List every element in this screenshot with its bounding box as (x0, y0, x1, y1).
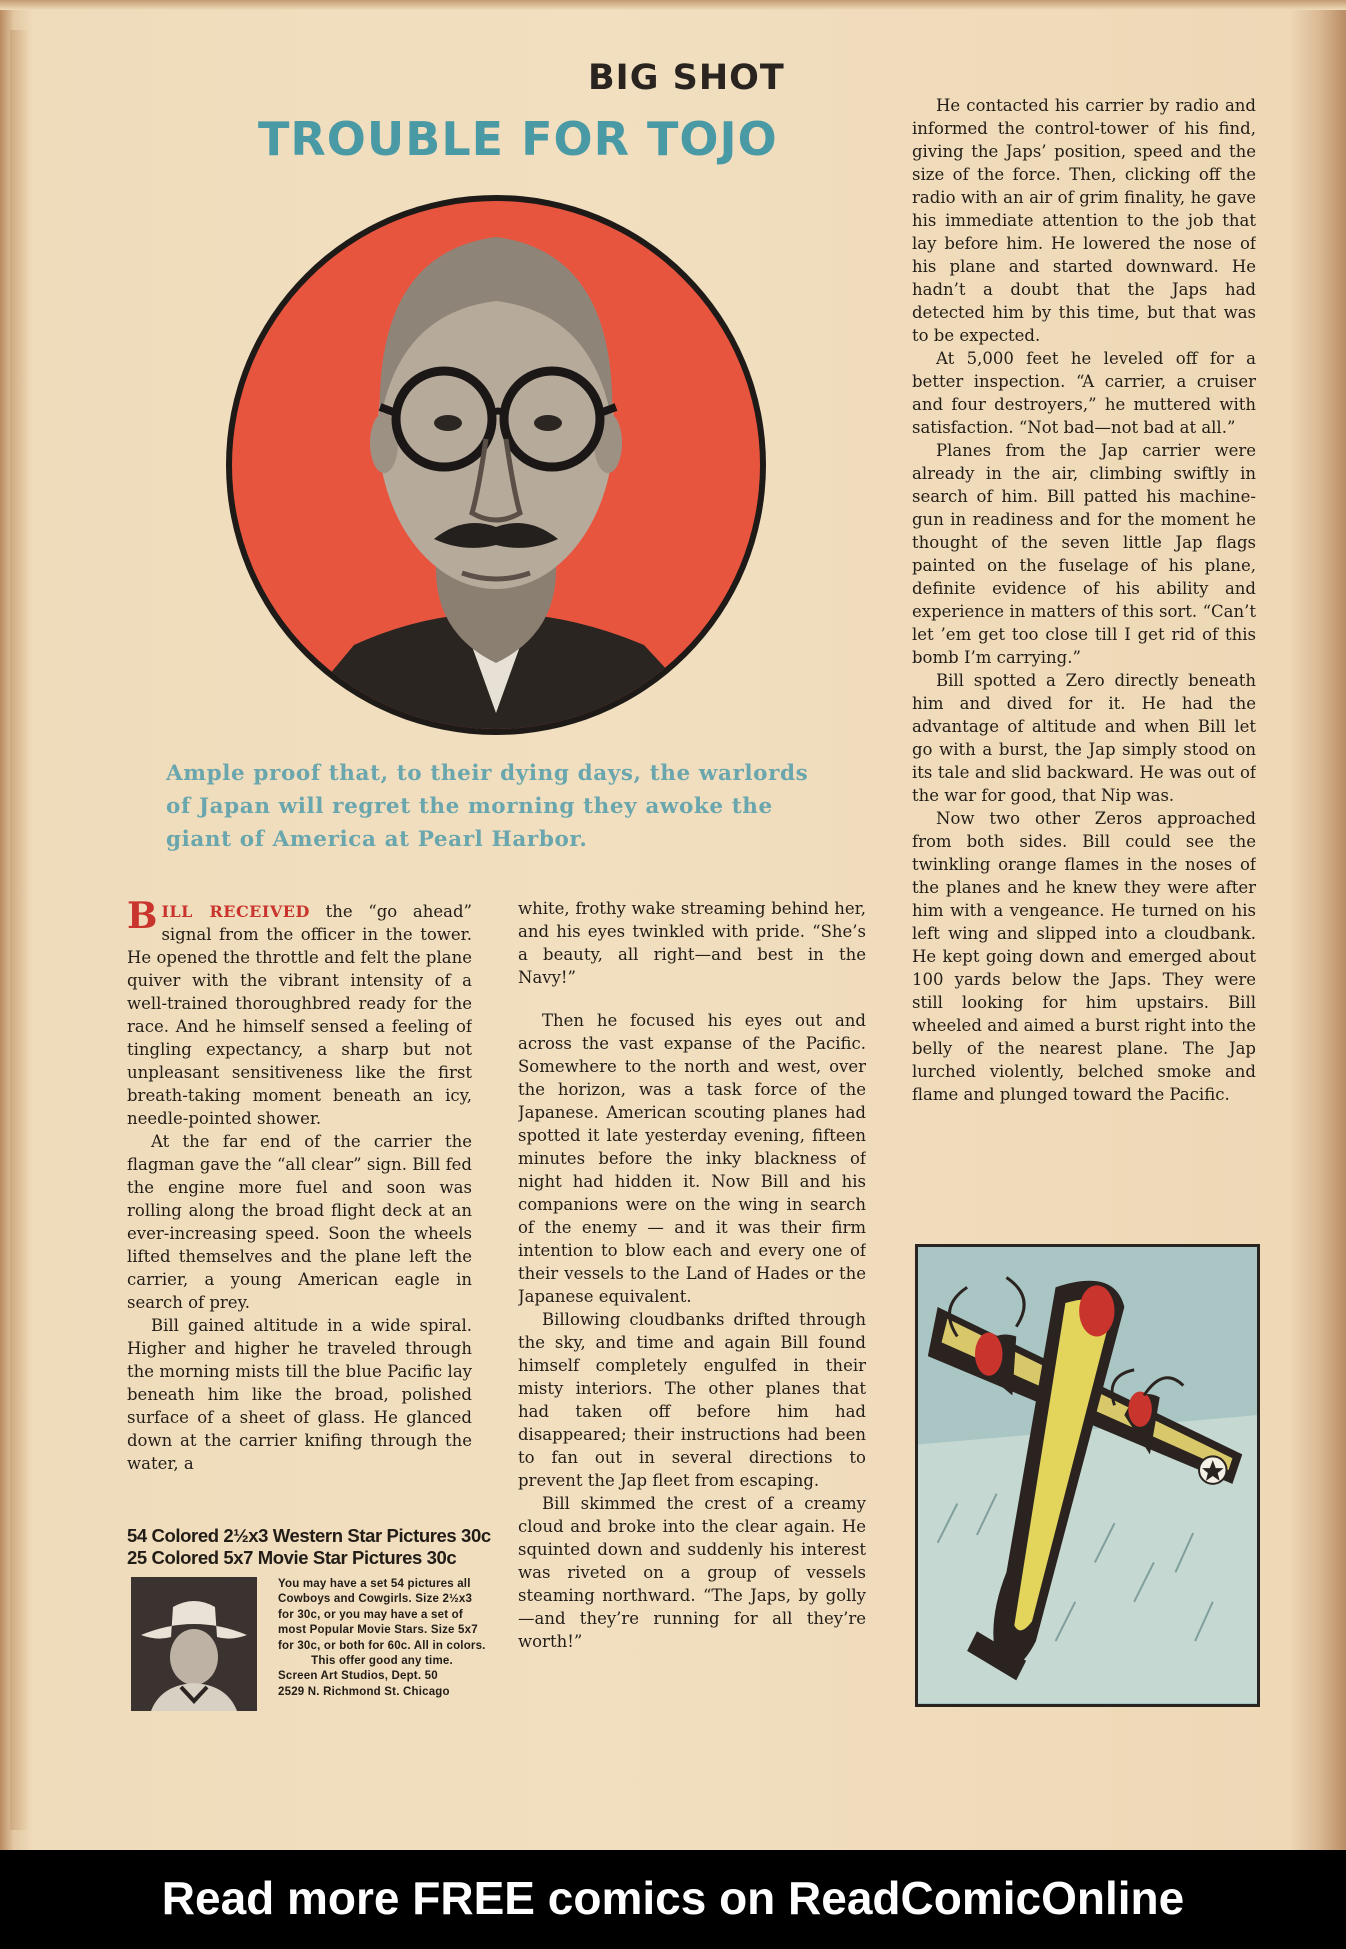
drop-cap: B (127, 900, 158, 937)
story-paragraph (127, 900, 472, 1130)
mail-order-ad (127, 1525, 491, 1715)
ad-offer: This offer good any time. (311, 1655, 453, 1668)
read-more-banner[interactable]: Read more FREE comics on ReadComicOnline (0, 1850, 1346, 1949)
ad-address-line2: 2529 N. Richmond St. Chicago (278, 1685, 450, 1698)
ad-headline-western: 54 Colored 2½x3 Western Star Pictures 30c (127, 1525, 491, 1546)
cowboy-photo (131, 1577, 257, 1711)
story-title: TROUBLE FOR TOJO (258, 112, 778, 166)
story-paragraph: He contacted his carrier by radio and informed the control-tower of his find, giving the Japs’ position, speed and the size of the force. Then, clicking off the radio with an air of grim finality, he gave his immediate attention to the job that lay before him. He lowered the nose of his plane and started downward. He hadn’t a doubt that the Japs had detected him by this time, but that was to be expected. (912, 96, 1256, 345)
story-paragraph: At the far end of the carrier the flagman gave the “all clear” sign. Bill fed the engine more fuel and soon was rolling along the broad flight deck at an ever-increasing speed. Soon the wheels lifted themselves and the plane left the carrier, a young American eagle in search of prey. (127, 1132, 472, 1312)
ad-copy (278, 1577, 486, 1717)
page-edge (0, 0, 1346, 10)
story-paragraph: Bill gained altitude in a wide spiral. Higher and higher he traveled through the morning mists till the blue Pacific lay beneath him like the broad, polished surface of a sheet of glass. He glanced down at the carrier knifing through the water, a (127, 1316, 472, 1473)
ad-headline-movie: 25 Colored 5x7 Movie Star Pictures 30c (127, 1547, 457, 1568)
story-caption: Ample proof that, to their dying days, the warlords of Japan will regret the morning they awoke the giant of America at Pearl Harbor. (166, 761, 809, 852)
ad-body (127, 1577, 487, 1717)
story-column-middle (518, 897, 866, 1717)
story-paragraph: Bill skimmed the crest of a creamy cloud and broke into the clear again. He squinted down and suddenly his interest was riveted on a group of vessels steaming northward. “The Japs, by golly—and they’re running for all they’re worth!” (518, 1494, 866, 1651)
story-paragraph: Billowing cloudbanks drifted through the sky, and time and again Bill found himself completely engulfed in their misty interiors. The other planes that had taken off before him had disappeared; their instructions had been to fan out in several directions to prevent the Jap fleet from escaping. (518, 1310, 866, 1490)
page-binding-fold (10, 30, 28, 1830)
story-column-left (127, 900, 472, 1513)
story-paragraph: Planes from the Jap carrier were already in the air, climbing swiftly in search of him. Bill patted his machine-gun in readiness and for the moment he thought of the seven little Jap flags painted on the fuselage of his plane, definite evidence of his ability and experience in matters of this sort. “Can’t let ’em get too close till I get rid of this bomb I’m carrying.” (912, 441, 1256, 667)
series-title: BIG SHOT (588, 58, 785, 98)
story-paragraph: Then he focused his eyes out and across the vast expanse of the Pacific. Somewhere to the north and west, over the horizon, was a task force of the Japanese. American scouting planes had spotted it late yesterday evening, fifteen minutes before the inky blackness of night had hidden it. Now Bill and his companions were on the wing in search of the enemy — and it was their firm intention to blow each and every one of their vessels to the Land of Hades or the Japanese equivalent. (518, 1011, 866, 1306)
story-column-right (912, 94, 1256, 1239)
story-paragraph: At 5,000 feet he leveled off for a better inspection. “A carrier, a cruiser and four destroyers,” he muttered with satisfaction. “Not bad—not bad at all.” (912, 349, 1256, 437)
ad-body-text: You may have a set 54 pictures all Cowboys and Cowgirls. Size 2½x3 for 30c, or you may have a set of most Popular Movie Stars. Size 5x7 for 30c, or both for 60c. All in colors. (278, 1578, 486, 1652)
story-paragraph: white, frothy wake streaming behind her, and his eyes twinkled with pride. “She’s a beauty, all right—and best in the Navy!” (518, 899, 866, 987)
tojo-portrait (224, 193, 768, 737)
lead-in-text: ILL RECEIVED (161, 902, 310, 921)
story-paragraph: Now two other Zeros approached from both sides. Bill could see the twinkling orange flames in the noses of the planes and he knew they were after him with a vengeance. He turned on his left wing and slipped into a cloudbank. He kept going down and emerged about 100 yards below the Japs. They were still looking for him upstairs. Bill wheeled and aimed a burst right into the belly of the nearest plane. The Jap lurched violently, belched smoke and flame and plunged toward the Pacific. (912, 809, 1256, 1104)
bomber-plane-illustration (915, 1244, 1260, 1707)
paragraph-text: the “go ahead” signal from the officer in the tower. He opened the throttle and felt the plane quiver with the vibrant intensity of a well-trained thoroughbred ready for the race. And he himself sensed a feeling of tingling expectancy, a sharp but not unpleasant sensitiveness like the first breath-taking moment beneath an icy, needle-pointed shower. (127, 902, 472, 1128)
story-paragraph: Bill spotted a Zero directly beneath him and dived for it. He had the advantage of altitude and when Bill let go with a burst, the Jap simply stood on its tale and slid backward. He was out of the war for good, that Nip was. (912, 671, 1256, 805)
ad-address-line1: Screen Art Studios, Dept. 50 (278, 1670, 438, 1683)
